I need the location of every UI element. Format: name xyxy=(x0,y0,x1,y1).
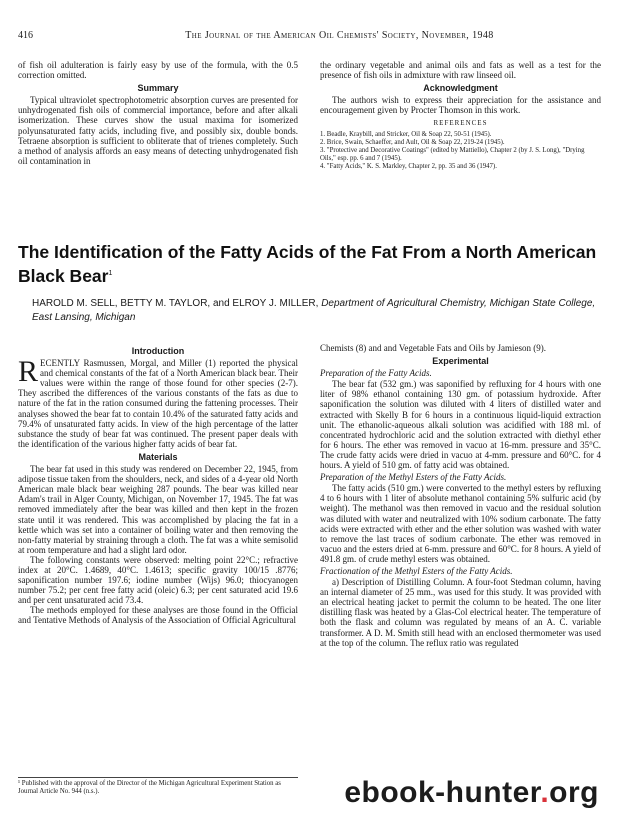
fatty-acids-paragraph: The bear fat (532 gm.) was saponified by refluxing for 4 hours with one liter of 98% ethanol containing 130 gm. of potassium hydroxide. After saponification the solution was diluted with 4 liters of distilled water and extracted with Skelly B for 6 hours in a continuous liquid-liquid extraction unit. The ethanolic-aqueous alkali solution was acidified with 188 ml. of concentrated hydrochloric acid and the solution extracted with diethyl ether for 6 hours. The ether was removed in vacuo at 16-mm. pressure and 35°C. The crude fatty acids were dried in vacuo at 4-mm. pressure and 60°C. for 4 hours. A yield of 510 gm. of fatty acid was obtained. xyxy=(320,379,601,471)
watermark-text-a: ebook-hunter xyxy=(344,776,541,809)
article-title-text: The Identification of the Fatty Acids of the Fat From a North American Black Bear xyxy=(18,242,597,286)
page-number: 416 xyxy=(18,30,33,41)
summary-text: Typical ultraviolet spectrophotometric absorption curves are presented for unhydrogenated fish oils of commercial importance, before and after alkali isomerization. These curves show the usual maxima for isomerized polyunsaturated fatty acids, including five, and possibly six, double bonds. Tetraene absorption is sufficient to obliterate that of trienes completely. Such a method of analysis affords an easy means of detecting unhydrogenated fish oil contamination in xyxy=(18,95,298,166)
drop-cap: R xyxy=(18,355,39,389)
watermark xyxy=(344,776,599,810)
acknowledgment-heading: Acknowledgment xyxy=(423,83,498,94)
article-title xyxy=(18,242,603,287)
journal-title: The Journal of the American Oil Chemists' Society, November, 1948 xyxy=(185,30,494,41)
methods-continuation: Chemists (8) and and Vegetable Fats and Oils by Jamieson (9). xyxy=(320,343,547,353)
author-block xyxy=(32,297,604,325)
reference-item: 2. Brice, Swain, Schaeffer, and Ault, Oil & Soap 22, 219-24 (1945). xyxy=(320,138,505,146)
body-right-column xyxy=(320,343,601,648)
running-header xyxy=(18,30,601,44)
subsection-fatty-acids: Preparation of the Fatty Acids. xyxy=(320,368,432,379)
summary-heading: Summary xyxy=(137,83,179,94)
introduction-heading: Introduction xyxy=(131,346,185,356)
author-names: HAROLD M. SELL, BETTY M. TAYLOR, and ELROY J. MILLER, xyxy=(32,298,319,309)
acknowledgment-text: The authors wish to express their appreciation for the assistance and encouragement given by Procter Thomson in this work. xyxy=(320,95,601,116)
methyl-esters-paragraph: The fatty acids (510 gm.) were converted to the methyl esters by refluxing 4 to 6 hours with 1 liter of absolute methanol containing 5% sulfuric acid (by weight). The methanol was then removed in vacuo and the residual solution was diluted with water and neutralized with 10% sodium carbonate. The fatty acids were extracted with ether and the ether solution was washed with water to remove the last traces of sodium carbonate. The ether was removed in vacuo and the esters dried at 6-mm. pressure and 60°C. for 8 hours. A yield of 491.8 gm. of crude methyl esters was obtained. xyxy=(320,483,601,564)
previous-article-text: of fish oil adulteration is fairly easy by use of the formula, with the 0.5 correction omitted. xyxy=(18,60,298,81)
fractionation-paragraph: a) Description of Distilling Column. A four-foot Stedman column, having an internal diameter of 25 mm., was used for this study. It was provided with an electrical heating jacket to permit the column to be heated. The one liter distilling flask was heated by a Glas-Col electrical heater. The temperature of both the flask and column was regulated by means of an A. C. variable transformer. A D. M. Smith still head with an enclosed thermometer was used at the top of the column. The reflux ratio was regulated xyxy=(320,577,601,648)
references-heading: REFERENCES xyxy=(433,119,488,128)
body-left-column xyxy=(18,343,298,626)
watermark-dot: . xyxy=(540,776,550,809)
materials-paragraph-1: The bear fat used in this study was rendered on December 22, 1945, from adipose tissue taken from the shoulders, neck, and sides of a 4-year old North American male black bear weighing 287 pounds. The bear was killed near Adam's trail in Alger County, Michigan, on November 17, 1945. The fat was removed immediately after the bear was killed and then kept in the frozen state until it was rendered. This was accomplished by placing the fat in a kettle which was set into a container of boiling water and then removing the non-fatty material by straining through a cloth. The fat was a white semisolid at room temperature and had a slight lard odor. xyxy=(18,464,298,555)
materials-paragraph-2: The following constants were observed: melting point 22°C.; refractive index at 20°C. 1.4689, 40°C. 1.4613; specific gravity 100/15 .8776; saponification number 197.6; iodine number (Wijs) 96.0; thiocyanogen number 75.2; per cent free fatty acid (oleic) 6.3; per cent saturated acid 19.6 and per cent unsaturated acid 73.4. xyxy=(18,554,298,606)
reference-item: 1. Beadle, Kraybill, and Stricker, Oil & Soap 22, 50-51 (1945). xyxy=(320,130,492,138)
reference-item: 3. "Protective and Decorative Coatings" (edited by Mattiello), Chapter 2 (by J. S. Long), "Drying Oils," esp. pp. 6 and 7 (1945). xyxy=(320,146,585,163)
title-footnote-mark: 1 xyxy=(108,270,113,277)
author-affiliation: Department of Agricultural Chemistry, Michigan State College, East Lansing, Michigan xyxy=(32,298,596,323)
previous-article-right-column xyxy=(320,60,601,172)
previous-article-left-column xyxy=(18,60,298,166)
introduction-text xyxy=(18,355,298,449)
reference-item: 4. "Fatty Acids," K. S. Markley, Chapter 2, pp. 35 and 36 (1947). xyxy=(320,163,497,171)
introduction-body: ECENTLY Rasmussen, Morgal, and Miller (1) reported the physical and chemical constants of the fat of a North American black bear. Their values were within the range of those found for other species (2-7). They ascribed the differences of the various constants of the fats as due to nature of the fat in the ration consumed during the fattening processes. Their analyses showed the bear fat to contain 10.4% of the saturated fatty acids and 79.4% of unsaturated fatty acids. In view of the high percentage of the latter substance the study of bear fat was continued. The present paper deals with the identification of the various higher fatty acids of bear fat. xyxy=(18,358,298,449)
subsection-methyl-esters: Preparation of the Methyl Esters of the Fatty Acids. xyxy=(320,472,507,483)
materials-paragraph-3: The methods employed for these analyses are those found in the Official and Tentative Methods of Analysis of the Association of Official Agricultural xyxy=(18,605,298,626)
watermark-text-b: org xyxy=(549,776,599,809)
experimental-heading: Experimental xyxy=(432,356,489,367)
footnote: ¹ Published with the approval of the Director of the Michigan Agricultural Experiment Station as Journal Article No. 944 (n.s.). xyxy=(18,777,298,796)
materials-heading: Materials xyxy=(138,451,178,462)
previous-article-continuation: the ordinary vegetable and animal oils and fats as well as a test for the presence of fish oils in admixture with raw linseed oil. xyxy=(320,60,601,81)
subsection-fractionation: Fractionation of the Methyl Esters of the Fatty Acids. xyxy=(320,565,513,576)
